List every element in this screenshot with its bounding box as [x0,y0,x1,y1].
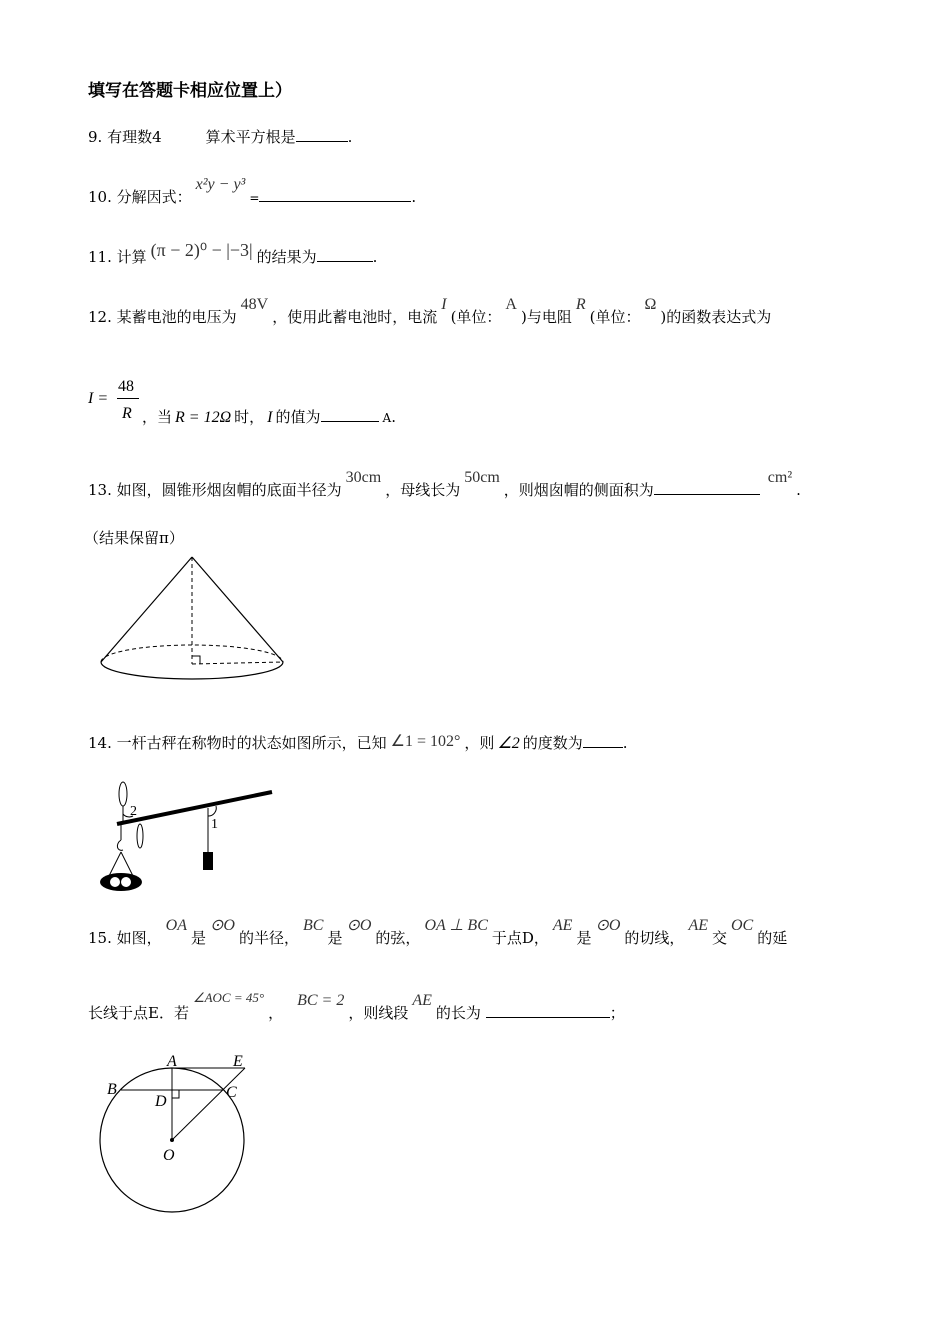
q-text: ，则 [464,734,495,752]
q-text: . [347,128,353,146]
q-text: . [411,188,417,206]
math-expression: 30cm [345,469,382,486]
q-text: 算术平方根是 [205,128,296,146]
answer-blank [583,746,623,748]
q-text: 交 [711,929,727,947]
q-text: （结果保留π） [84,529,184,547]
point-label-D: D [155,1093,167,1110]
math-expression: A [505,296,517,313]
math-expression: R [575,296,586,313]
math-expression: Ω [644,296,657,313]
math-expression: x²y − y³ [195,176,246,193]
q-text: = [249,191,260,205]
q-text: )的函数表达式为 [660,308,772,326]
math-expression: cm² [767,469,793,486]
q-text: 的延 [757,929,788,947]
question-10 [88,176,417,207]
q-text: 是 [576,929,592,947]
question-13-note [84,527,184,548]
q-number: 11. [88,248,112,266]
angle-label-1: 1 [211,817,218,832]
q-text: ， [268,1004,284,1022]
formula-denominator: R [122,405,132,422]
q-text: 是 [190,929,206,947]
q-text: (单位： [589,308,641,326]
q-text: A [382,411,392,425]
q-number: 14. [88,734,112,752]
math-expression: OC [731,917,754,934]
math-expression: ∠1 = 102° [390,733,461,750]
answer-blank [296,140,348,142]
answer-blank [654,493,760,495]
q-text: )与电阻 [520,308,572,326]
math-expression: AE [552,917,573,934]
question-13 [88,469,801,500]
math-expression: ⊙O [346,917,372,934]
q-text: ，则线段 [348,1004,409,1022]
question-14 [88,732,628,753]
math-expression: OA [165,917,187,934]
q-text: ，使用此蓄电池时，电流 [272,308,438,326]
point-label-O: O [163,1147,175,1164]
formula-lhs: I = [88,390,109,407]
q-text: 的长为 [435,1004,481,1022]
math-expression: 50cm [464,469,500,486]
math-expression: ⊙O [595,917,621,934]
steelyard-scale-figure [95,780,280,895]
q-number: 9. [88,128,103,146]
q-text: 分解因式： [116,188,192,206]
angle-label-2: 2 [130,804,137,819]
q-text: 如图， [116,929,162,947]
math-expression: R = 12Ω [175,409,232,426]
q-text: 于点D， [491,929,549,947]
q-text: 的结果为 [256,248,317,266]
math-expression: AE [688,917,708,934]
math-expression: ∠AOC = 45° [192,990,265,1005]
answer-blank [317,260,373,262]
q-text: ； [609,1004,625,1022]
q-number: 10. [88,188,112,206]
question-11 [88,240,378,267]
cone-figure [95,550,295,695]
math-expression: (π − 2)⁰ − |−3| [150,240,253,260]
q-text: 如图，圆锥形烟囱帽的底面半径为 [116,481,342,499]
q-text: 是 [327,929,343,947]
q-text: 长线于点E．若 [88,1004,189,1022]
q-text: . [622,734,628,752]
q-text: 的弦， [375,929,421,947]
q-text: 的度数为 [522,734,583,752]
q-text: 时， [234,408,265,426]
q-text: . [391,408,396,426]
q-text: 一杆古秤在称物时的状态如图所示，已知 [116,734,387,752]
math-expression: OA ⊥ BC [424,917,488,934]
q-text: 某蓄电池的电压为 [116,308,237,326]
q-text: ，则烟囱帽的侧面积为 [503,481,654,499]
section-heading [88,76,292,101]
point-label-A: A [167,1053,177,1070]
point-label-C: C [226,1084,237,1101]
point-label-E: E [233,1053,243,1070]
q-number: 15. [88,929,112,947]
math-expression: BC = 2 [297,992,345,1009]
math-expression: I [267,409,273,426]
q-text: . [372,248,378,266]
question-15-cont [88,990,625,1023]
math-expression: 48V [240,296,269,313]
q-number: 13. [88,481,112,499]
answer-blank [486,1016,610,1018]
q-text: . [796,481,801,499]
math-expression: I [441,296,447,313]
q-text: 的切线， [624,929,685,947]
answer-blank [259,200,411,202]
question-9 [88,126,352,147]
q-text: ，母线长为 [385,481,461,499]
q-text: ，当 [142,408,173,426]
question-12 [88,296,772,327]
q-text: 的值为 [275,408,321,426]
q-text: 的半径， [238,929,299,947]
heading-text: 填写在答题卡相应位置上） [88,81,292,101]
question-15 [88,917,788,948]
q-text: 计算 [116,248,147,266]
math-expression: AE [412,992,432,1009]
circle-geometry-figure [95,1050,255,1220]
q-number: 12. [88,308,112,326]
point-label-B: B [107,1081,117,1098]
math-expression: BC [302,917,324,934]
q-text: 有理数4 [107,128,162,146]
answer-blank [321,420,379,422]
math-expression: ∠2 [497,735,520,752]
q-text: (单位： [450,308,502,326]
formula-numerator: 48 [118,378,134,395]
math-expression: ⊙O [210,917,235,934]
question-12-cont [142,406,396,427]
